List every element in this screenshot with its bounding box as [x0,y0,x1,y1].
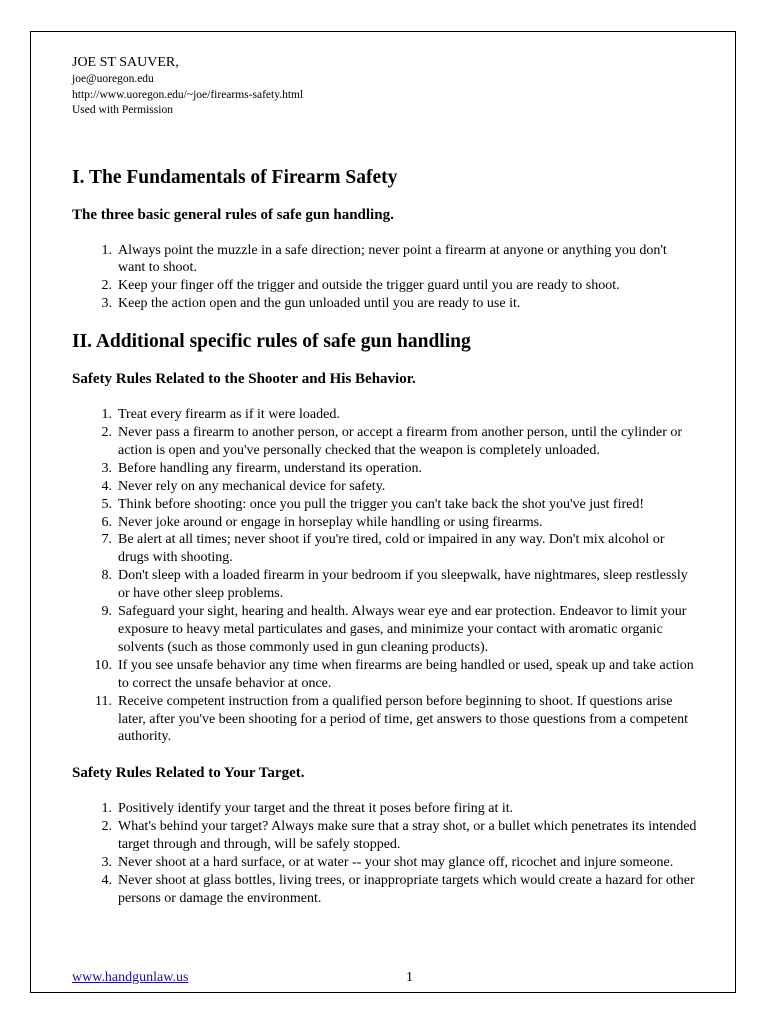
list-number: 11. [95,693,112,709]
list-text: Never shoot at glass bottles, living trees, or inappropriate targets which would create a hazard for other persons or damage the environment. [118,872,695,906]
list-text: Keep the action open and the gun unloaded until you are ready to use it. [118,296,521,312]
list-item [72,854,697,872]
footer-website-link[interactable]: www.handgunlaw.us [72,970,189,985]
list-text: Be alert at all times; never shoot if you're tired, cold or impaired in any way. Don't mix alcohol or drugs with shooting. [118,532,665,566]
permission-note: Used with Permission [72,104,173,116]
list-text: Positively identify your target and the threat it poses before firing at it. [118,801,514,817]
list-text: Always point the muzzle in a safe direction; never point a firearm at anyone or anything you don't want to shoot. [118,242,667,276]
list-text: Receive competent instruction from a qualified person before beginning to shoot. If questions arise later, after you've been shooting for a period of time, get answers to those questions from a competent authority. [118,693,688,745]
section-2-list [72,406,697,746]
list-item [72,514,697,532]
list-text: Think before shooting: once you pull the trigger you can't take back the shot you've just fired! [118,496,645,512]
list-item [72,406,697,424]
list-number: 3. [101,855,112,871]
list-number: 3. [101,460,112,476]
list-text: Never joke around or engage in horseplay while handling or using firearms. [118,514,543,530]
list-number: 2. [101,425,112,441]
list-number: 7. [101,532,112,548]
section-1-title: I. The Fundamentals of Firearm Safety [72,166,398,188]
list-number: 1. [101,407,112,423]
list-text: Treat every firearm as if it were loaded. [118,407,340,423]
list-number: 9. [101,604,112,620]
list-number: 1. [101,242,112,258]
list-text: Keep your finger off the trigger and outside the trigger guard until you are ready to shoot. [118,278,620,294]
list-text: Don't sleep with a loaded firearm in your bedroom if you sleepwalk, have nightmares, sleep restlessly or have other sleep problems. [118,568,688,602]
list-number: 3. [101,296,112,312]
list-text: If you see unsafe behavior any time when firearms are being handled or used, speak up and take action to correct the unsafe behavior at once. [118,657,694,691]
list-number: 4. [101,872,112,888]
list-text: Never shoot at a hard surface, or at water -- your shot may glance off, ricochet and injure someone. [118,855,674,871]
list-item [72,818,697,854]
list-item [72,693,697,747]
list-text: Before handling any firearm, understand its operation. [118,460,423,476]
list-item [72,800,697,818]
list-number: 1. [101,801,112,817]
list-item [72,531,697,567]
list-text: What's behind your target? Always make sure that a stray shot, or a bullet which penetrates its intended target through and through, will be safely stopped. [118,819,697,853]
author-email: joe@uoregon.edu [72,73,154,85]
section-2-title: II. Additional specific rules of safe gun handling [72,331,471,353]
list-item [72,277,697,295]
list-number: 10. [94,657,112,673]
list-number: 2. [101,278,112,294]
list-number: 2. [101,819,112,835]
list-item [72,424,697,460]
list-item [72,657,697,693]
list-item [72,460,697,478]
section-1-subtitle: The three basic general rules of safe gun handling. [72,206,394,223]
section-3-list [72,800,697,907]
list-item [72,478,697,496]
list-number: 8. [101,568,112,584]
list-item [72,496,697,514]
list-text: Safeguard your sight, hearing and health. Always wear eye and ear protection. Endeavor to limit your exposure to heavy metal particulates and gases, and minimize your contact with aromatic organic solvents (such as those commonly used in gun cleaning products). [118,604,687,655]
author-name: JOE ST SAUVER, [72,55,179,70]
list-number: 4. [101,478,112,494]
list-item [72,567,697,603]
section-2-subtitle: Safety Rules Related to the Shooter and His Behavior. [72,371,416,388]
author-url: http://www.uoregon.edu/~joe/firearms-safety.html [72,88,304,101]
list-item [72,603,697,657]
section-3-subtitle: Safety Rules Related to Your Target. [72,765,305,782]
document-body [72,54,697,908]
list-item [72,295,697,313]
list-text: Never rely on any mechanical device for safety. [118,478,386,494]
page-number: 1 [406,970,413,985]
list-number: 5. [101,496,112,512]
section-1-list [72,242,697,314]
list-item [72,872,697,908]
list-number: 6. [101,514,112,530]
author-block [72,54,697,119]
list-text: Never pass a firearm to another person, or accept a firearm from another person, until the cylinder or action is open and you've personally checked that the weapon is completely unloaded. [118,425,683,458]
list-item [72,242,697,278]
